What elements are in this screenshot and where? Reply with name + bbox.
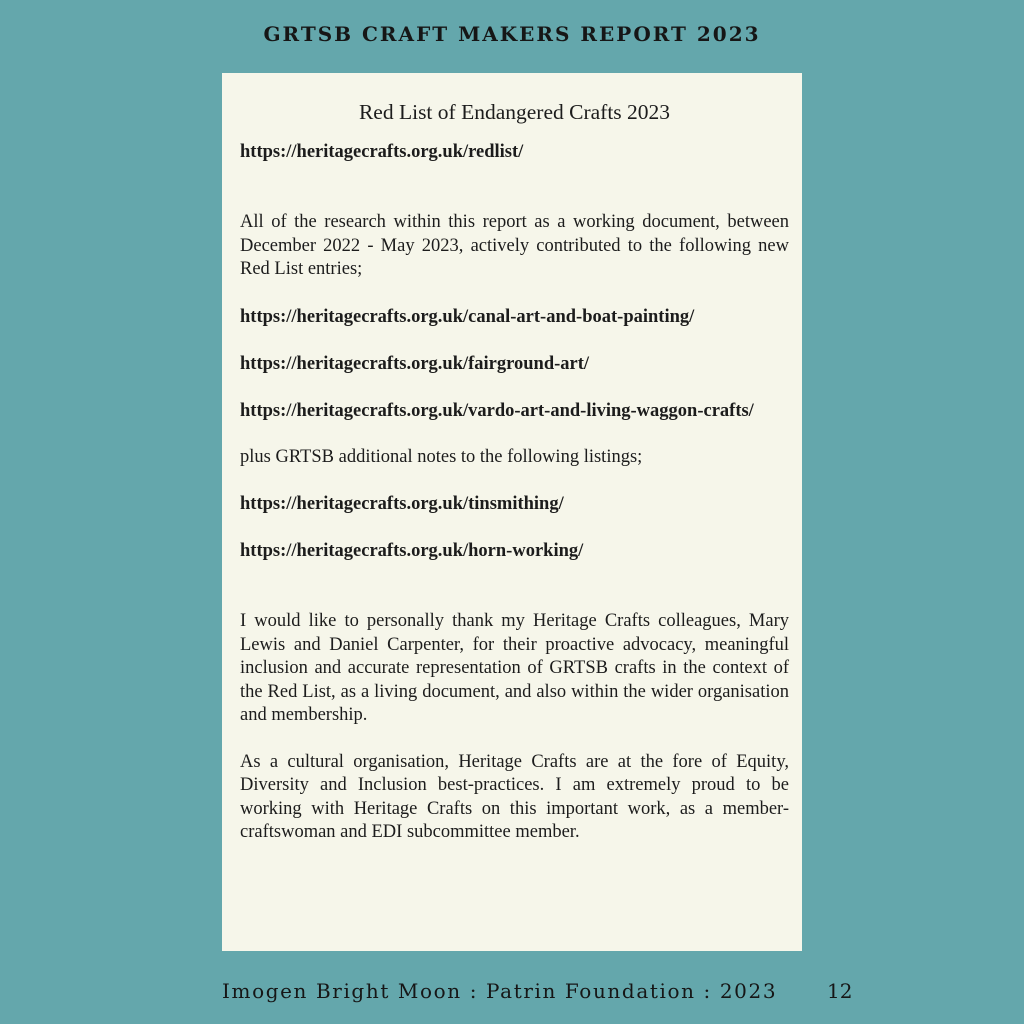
footer-credit: Imogen Bright Moon : Patrin Foundation : 2023	[222, 979, 778, 1003]
content-card	[222, 73, 802, 951]
link-tinsmithing[interactable]: https://heritagecrafts.org.uk/tinsmithing/	[240, 494, 564, 514]
link-canal-art[interactable]: https://heritagecrafts.org.uk/canal-art-and-boat-painting/	[240, 306, 695, 327]
redlist-link[interactable]: https://heritagecrafts.org.uk/redlist/	[240, 142, 524, 162]
closing-paragraph: As a cultural organisation, Heritage Crafts are at the fore of Equity, Diversity and Inclusion best-practices. I am extremely proud to be working with Heritage Crafts on this important work, as a member-craftswoman and EDI subcommittee member.	[240, 751, 789, 842]
thanks-paragraph: I would like to personally thank my Heritage Crafts colleagues, Mary Lewis and Daniel Carpenter, for their proactive advocacy, meaningful inclusion and accurate representation of GRTSB crafts in the context of the Red List, as a living document, and also within the wider organisation and membership.	[240, 611, 789, 725]
report-header-title: GRTSB CRAFT MAKERS REPORT 2023	[263, 22, 761, 46]
page-number: 12	[827, 979, 853, 1003]
intro-paragraph: All of the research within this report as a working document, between December 2022 - May 2023, actively contributed to the following new Red List entries;	[240, 212, 789, 279]
notes-intro: plus GRTSB additional notes to the following listings;	[240, 446, 643, 467]
link-horn-working[interactable]: https://heritagecrafts.org.uk/horn-working/	[240, 541, 584, 561]
card-title: Red List of Endangered Crafts 2023	[358, 100, 671, 124]
link-vardo-art[interactable]: https://heritagecrafts.org.uk/vardo-art-and-living-waggon-crafts/	[240, 400, 754, 421]
link-fairground-art[interactable]: https://heritagecrafts.org.uk/fairground-art/	[240, 353, 590, 374]
